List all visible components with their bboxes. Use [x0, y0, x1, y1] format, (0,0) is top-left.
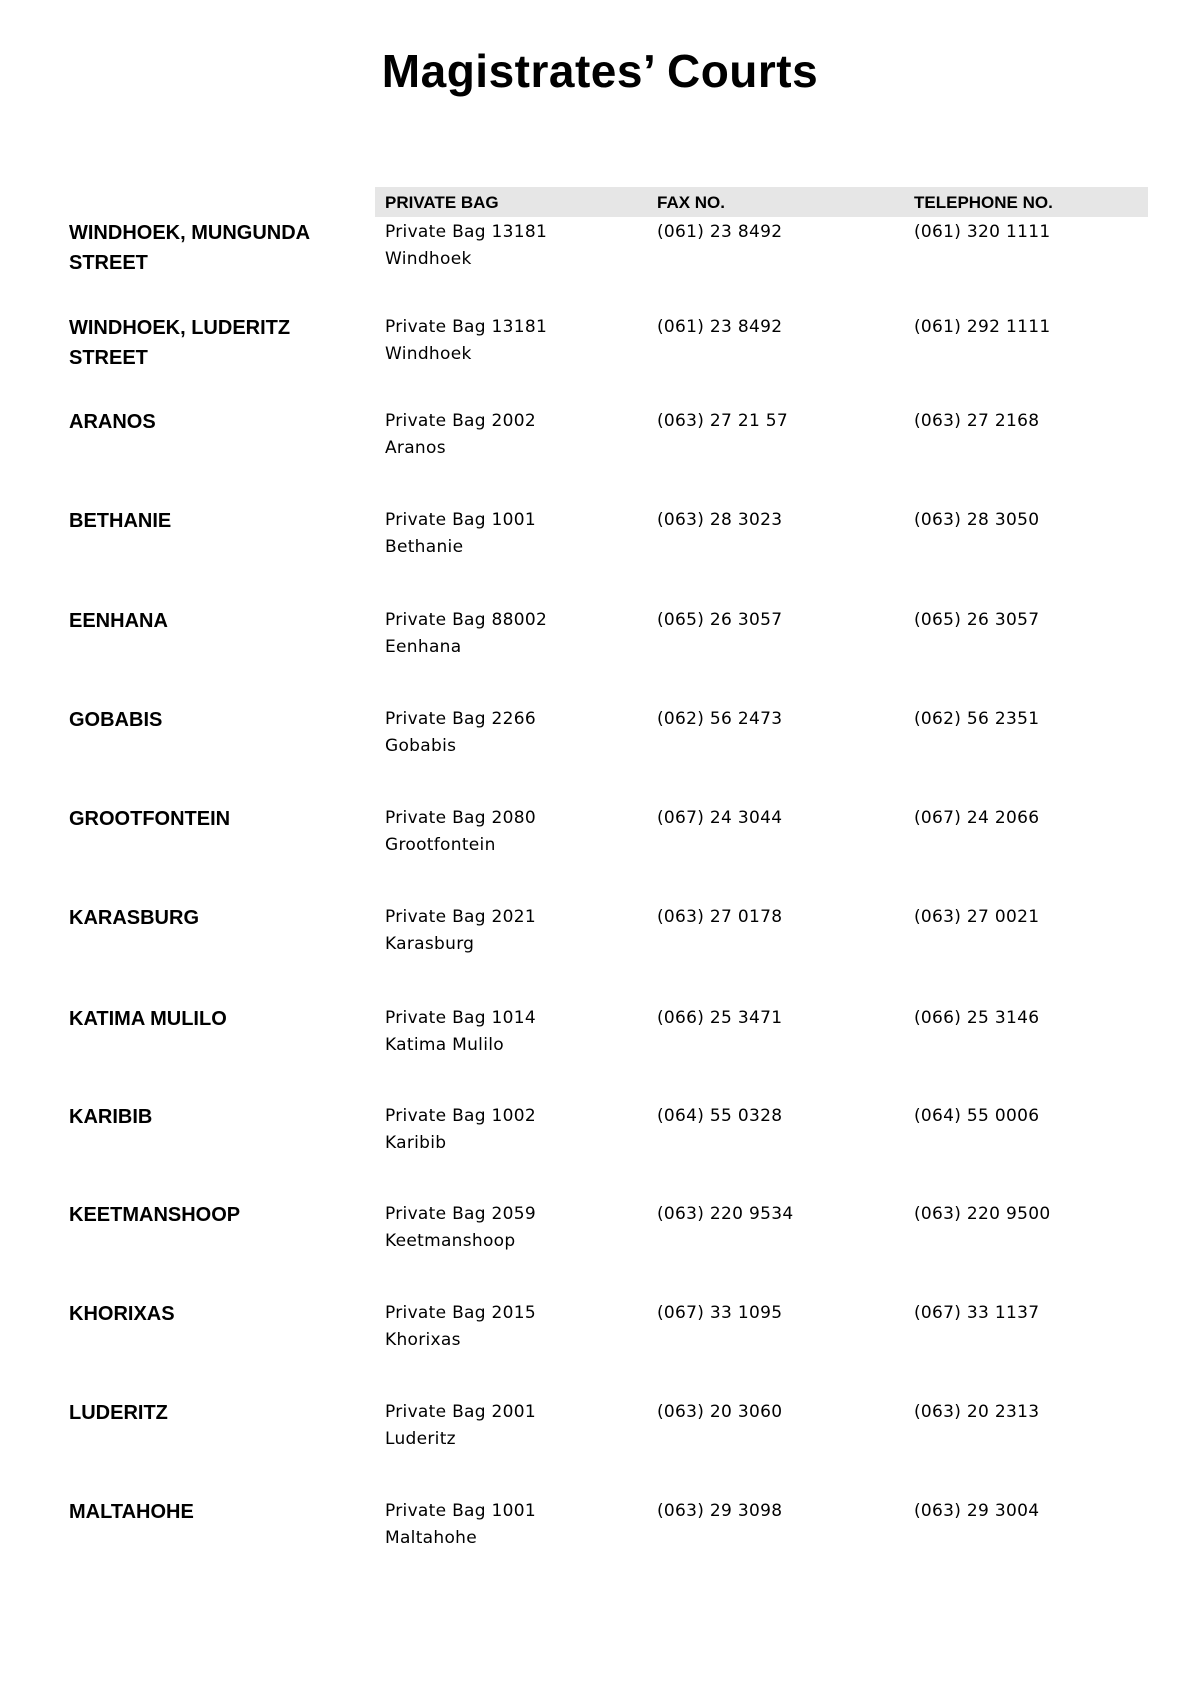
fax-number: (063) 29 3098 — [657, 1501, 783, 1521]
court-name: WINDHOEK, MUNGUNDA STREET — [69, 222, 310, 274]
private-bag-cell — [385, 706, 536, 760]
private-bag-town: Bethanie — [385, 537, 464, 557]
fax-number: (063) 27 21 57 — [657, 411, 789, 431]
private-bag-number: Private Bag 2080 — [385, 808, 537, 828]
telephone-number: (064) 55 0006 — [914, 1106, 1040, 1126]
private-bag-number: Private Bag 13181 — [385, 317, 548, 337]
table-row — [0, 903, 1200, 993]
private-bag-cell — [385, 904, 536, 958]
private-bag-town: Eenhana — [385, 637, 462, 657]
table-row — [0, 1004, 1200, 1094]
private-bag-number: Private Bag 2001 — [385, 1402, 537, 1422]
court-name: KATIMA MULILO — [69, 1008, 227, 1030]
private-bag-cell — [385, 1103, 536, 1157]
private-bag-cell — [385, 607, 547, 661]
fax-number: (063) 220 9534 — [657, 1204, 794, 1224]
fax-number: (061) 23 8492 — [657, 222, 783, 242]
fax-number: (063) 28 3023 — [657, 510, 783, 530]
column-header-fax: FAX NO. — [657, 193, 726, 212]
column-header-private-bag: PRIVATE BAG — [385, 193, 499, 212]
telephone-number: (063) 20 2313 — [914, 1402, 1040, 1422]
private-bag-number: Private Bag 2059 — [385, 1204, 537, 1224]
table-row — [0, 407, 1200, 497]
fax-number: (067) 24 3044 — [657, 808, 783, 828]
private-bag-town: Katima Mulilo — [385, 1035, 504, 1055]
telephone-number: (067) 33 1137 — [914, 1303, 1040, 1323]
court-name: WINDHOEK, LUDERITZ STREET — [69, 317, 291, 369]
telephone-number: (065) 26 3057 — [914, 610, 1040, 630]
private-bag-number: Private Bag 13181 — [385, 222, 548, 242]
telephone-number: (066) 25 3146 — [914, 1008, 1040, 1028]
column-header-telephone: TELEPHONE NO. — [914, 193, 1053, 212]
private-bag-cell — [385, 314, 547, 368]
private-bag-town: Gobabis — [385, 736, 457, 756]
private-bag-town: Maltahohe — [385, 1528, 477, 1548]
fax-number: (062) 56 2473 — [657, 709, 783, 729]
private-bag-cell — [385, 219, 547, 273]
table-row — [0, 506, 1200, 596]
table-row — [0, 313, 1200, 403]
private-bag-town: Khorixas — [385, 1330, 461, 1350]
private-bag-number: Private Bag 1001 — [385, 1501, 537, 1521]
private-bag-number: Private Bag 1001 — [385, 510, 537, 530]
telephone-number: (063) 27 2168 — [914, 411, 1040, 431]
telephone-number: (061) 320 1111 — [914, 222, 1051, 242]
table-row — [0, 705, 1200, 795]
fax-number: (067) 33 1095 — [657, 1303, 783, 1323]
table-row — [0, 1102, 1200, 1192]
court-name: KEETMANSHOOP — [69, 1204, 241, 1226]
table-row — [0, 1497, 1200, 1587]
table-row — [0, 1398, 1200, 1488]
private-bag-town: Grootfontein — [385, 835, 496, 855]
telephone-number: (063) 28 3050 — [914, 510, 1040, 530]
private-bag-town: Luderitz — [385, 1429, 456, 1449]
fax-number: (066) 25 3471 — [657, 1008, 783, 1028]
private-bag-number: Private Bag 88002 — [385, 610, 548, 630]
table-row — [0, 1299, 1200, 1389]
table-row — [0, 804, 1200, 894]
table-row — [0, 606, 1200, 696]
private-bag-cell — [385, 1498, 536, 1552]
private-bag-cell — [385, 1399, 536, 1453]
fax-number: (065) 26 3057 — [657, 610, 783, 630]
court-name: KARASBURG — [69, 907, 199, 929]
page-title: Magistrates’ Courts — [381, 45, 819, 97]
fax-number: (063) 20 3060 — [657, 1402, 783, 1422]
private-bag-number: Private Bag 1002 — [385, 1106, 537, 1126]
telephone-number: (061) 292 1111 — [914, 317, 1051, 337]
private-bag-cell — [385, 507, 536, 561]
private-bag-number: Private Bag 2266 — [385, 709, 537, 729]
private-bag-cell — [385, 805, 536, 859]
private-bag-town: Aranos — [385, 438, 446, 458]
private-bag-town: Windhoek — [385, 344, 472, 364]
court-name: GROOTFONTEIN — [69, 808, 231, 830]
telephone-number: (063) 29 3004 — [914, 1501, 1040, 1521]
table-row — [0, 1200, 1200, 1290]
private-bag-town: Keetmanshoop — [385, 1231, 516, 1251]
private-bag-town: Karasburg — [385, 934, 475, 954]
fax-number: (061) 23 8492 — [657, 317, 783, 337]
telephone-number: (063) 220 9500 — [914, 1204, 1051, 1224]
court-name: ARANOS — [69, 411, 156, 433]
court-name: GOBABIS — [69, 709, 163, 731]
telephone-number: (062) 56 2351 — [914, 709, 1040, 729]
private-bag-number: Private Bag 2015 — [385, 1303, 537, 1323]
fax-number: (064) 55 0328 — [657, 1106, 783, 1126]
telephone-number: (063) 27 0021 — [914, 907, 1040, 927]
private-bag-cell — [385, 408, 536, 462]
private-bag-cell — [385, 1300, 536, 1354]
court-name: KARIBIB — [69, 1106, 153, 1128]
private-bag-number: Private Bag 2021 — [385, 907, 537, 927]
court-name: MALTAHOHE — [69, 1501, 194, 1523]
court-name: KHORIXAS — [69, 1303, 175, 1325]
telephone-number: (067) 24 2066 — [914, 808, 1040, 828]
private-bag-number: Private Bag 2002 — [385, 411, 537, 431]
private-bag-cell — [385, 1201, 536, 1255]
private-bag-town: Windhoek — [385, 249, 472, 269]
court-name: BETHANIE — [69, 510, 172, 532]
table-row — [0, 218, 1200, 308]
private-bag-number: Private Bag 1014 — [385, 1008, 537, 1028]
court-name: EENHANA — [69, 610, 168, 632]
private-bag-town: Karibib — [385, 1133, 447, 1153]
fax-number: (063) 27 0178 — [657, 907, 783, 927]
court-name: LUDERITZ — [69, 1402, 168, 1424]
private-bag-cell — [385, 1005, 536, 1059]
